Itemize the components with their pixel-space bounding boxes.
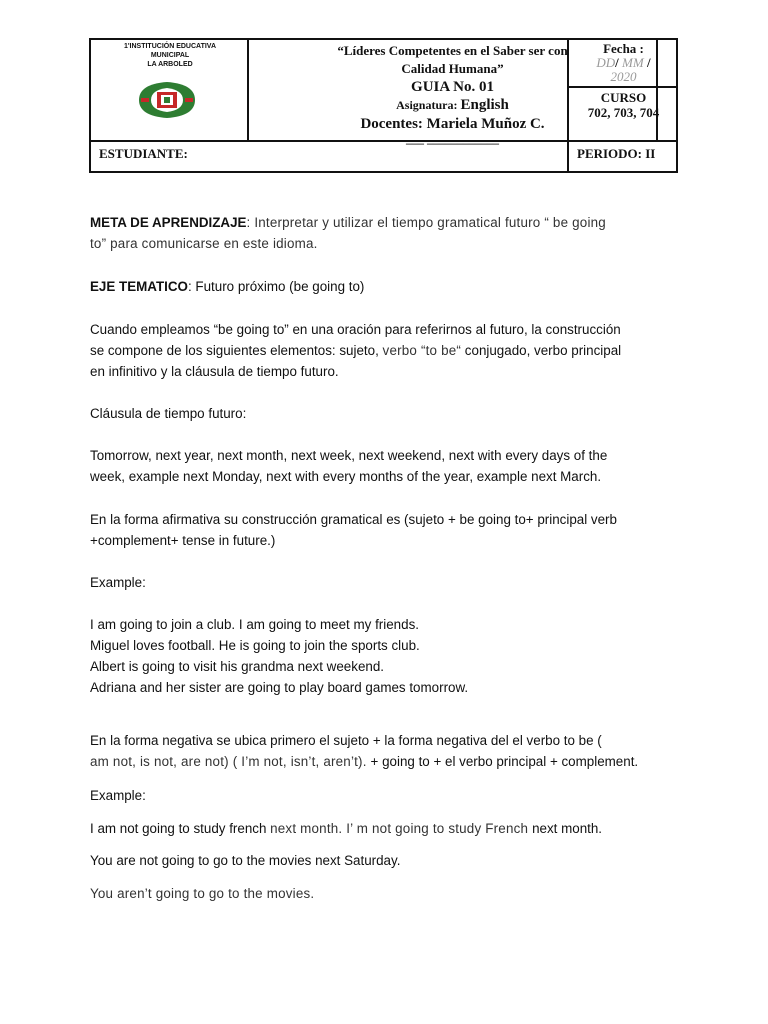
learning-goal-line-2: to” para comunicarse en este idioma. [90, 236, 318, 251]
date-month: MM [622, 55, 644, 70]
date-label: Fecha : [603, 41, 644, 56]
teacher-line: Docentes: Mariela Muñoz C. [360, 116, 545, 132]
example-sentence-2: Miguel loves football. He is going to join the sports club. [90, 638, 420, 653]
motto-line-2: Calidad Humana” [401, 61, 504, 76]
intro-line-1: Cuando empleamos “be going to” en una oración para referirnos al futuro, la construcción [90, 322, 621, 337]
header-row-bottom [91, 140, 676, 171]
example-sentence-3: Albert is going to visit his grandma next weekend. [90, 659, 385, 674]
course-label: CURSO [600, 90, 647, 105]
negative-line-2a: am not, is not, are not) ( I’m not, isn’t, aren’t). [90, 754, 371, 769]
affirmative-line-1: En la forma afirmativa su construcción gramatical es (sujeto + be going to+ principal verb [90, 512, 617, 527]
learning-goal-text-1: : Interpretar y utilizar el tiempo gramatical futuro “ be going [246, 215, 606, 230]
guide-number: GUIA No. 01 [411, 79, 494, 95]
example-label-1: Example: [90, 575, 146, 590]
intro-line-2a: se compone de los siguientes elementos: sujeto, [90, 343, 383, 358]
negative-line-2 [90, 751, 638, 772]
time-words-line-2: week, example next Monday, next with every months of the year, example next March. [90, 469, 602, 484]
institution-line-3: LA ARBOLED [147, 61, 193, 68]
date-sep-2: / [646, 55, 651, 70]
negative-example-3: You aren’t going to go to the movies. [90, 886, 315, 901]
theme-text: : Futuro próximo (be going to) [187, 279, 365, 294]
negative-example-2: You are not going to go to the movies next Saturday. [90, 853, 401, 868]
intro-line-2 [90, 340, 621, 361]
intro-line-3: en infinitivo y la cláusula de tiempo futuro. [90, 364, 339, 379]
institution-name [97, 42, 243, 69]
negative-line-2b: + going to + el verbo principal + complement. [370, 754, 639, 769]
subject-value: English [460, 97, 509, 113]
date-year: 2020 [610, 69, 637, 84]
intro-line-2b: verbo “to be“ [382, 343, 462, 358]
date-placeholder [569, 56, 678, 70]
affirmative-line-2: +complement+ tense in future.) [90, 533, 276, 548]
example-label-2: Example: [90, 788, 146, 803]
time-words-line-1: Tomorrow, next year, next month, next week, next weekend, next with every days of the [90, 448, 608, 463]
date-cell [567, 40, 678, 88]
header-row-top [91, 40, 676, 146]
example-sentence-1: I am going to join a club. I am going to meet my friends. [90, 617, 419, 632]
negative-line-1: En la forma negativa se ubica primero el sujeto + la forma negativa del el verbo to be ( [90, 733, 602, 748]
theme-line [90, 276, 364, 297]
period-label: PERIODO: II [577, 146, 656, 161]
theme-label: EJE TEMATICO [90, 279, 188, 294]
institution-cell [91, 40, 249, 140]
header-table [89, 38, 678, 173]
period-cell [567, 140, 678, 171]
school-crest-logo [135, 78, 199, 122]
clause-heading: Cláusula de tiempo futuro: [90, 406, 247, 421]
negative-example-1 [90, 818, 602, 839]
institution-line-1: 1'INSTITUCIÓN EDUCATIVA [123, 43, 217, 50]
negative-example-1a: I am not going to study french [90, 821, 271, 836]
intro-line-2c: conjugado, verbo principal [461, 343, 622, 358]
date-day: DD [596, 55, 616, 70]
course-value: 702, 703, 704 [587, 105, 660, 120]
example-sentence-4: Adriana and her sister are going to play board games tomorrow. [90, 680, 469, 695]
learning-goal-line-1 [90, 212, 606, 233]
motto-line-1: “Líderes Competentes en el Saber ser con [337, 43, 568, 58]
student-label: ESTUDIANTE: [99, 146, 188, 161]
blank-line: ___ ____________ [406, 132, 499, 146]
learning-goal-label: META DE APRENDIZAJE [90, 215, 247, 230]
subject-label: Asignatura: [396, 98, 458, 112]
negative-example-1b: next month. I’ m not going to study French [270, 821, 533, 836]
institution-line-2: MUNICIPAL [150, 52, 190, 59]
negative-example-1c: next month. [532, 821, 603, 836]
course-cell [567, 88, 678, 140]
date-sep-1: / [615, 55, 619, 70]
